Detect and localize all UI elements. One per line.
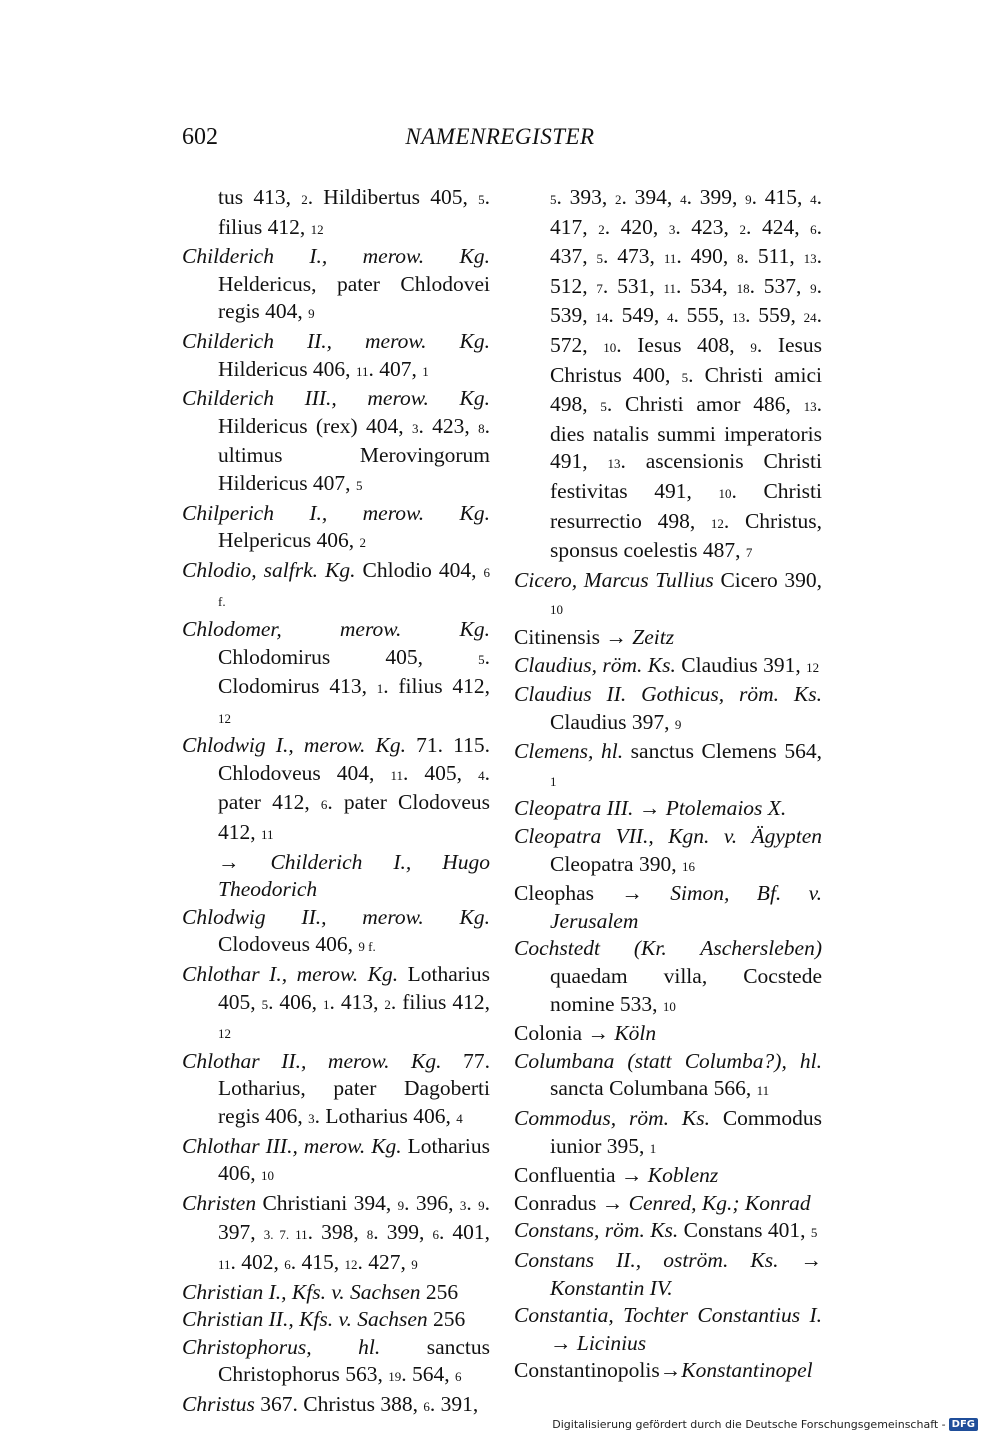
entry-text: . Christus, sponsus coelestis 487, — [550, 508, 822, 563]
entry-text: . 555, — [673, 303, 733, 328]
entry-text: Commodus iunior 395, — [550, 1106, 822, 1158]
entry-text: . 396, — [404, 1190, 460, 1215]
index-entry — [182, 1048, 490, 1133]
entry-text: . 394, — [621, 185, 681, 209]
entry-text: . 405, — [403, 760, 479, 785]
index-entry — [182, 1334, 490, 1391]
entry-text: . ascensionis Christi festivitas 491, — [550, 449, 822, 503]
entry-text: Lotharius 406, — [218, 1133, 491, 1186]
line-number: 3 — [459, 1197, 467, 1213]
entry-text: . 437, — [550, 214, 823, 269]
index-column-right — [514, 184, 822, 1385]
entry-text: Hildericus 406, — [218, 356, 356, 381]
entry-text: . 399, — [686, 185, 746, 209]
dfg-logo: DFG — [949, 1418, 978, 1431]
line-number: 3. 7. 11 — [263, 1227, 308, 1243]
entry-text: . filius 412, — [218, 185, 490, 239]
entry-heading: Cenred, Kg.; Konrad — [628, 1190, 811, 1215]
line-number: 7 — [745, 545, 753, 561]
entry-heading: Chilperich I., merow. Kg. — [182, 500, 490, 525]
entry-text: Lotharius 405, — [218, 962, 490, 1014]
entry-text: . — [466, 1190, 479, 1215]
entry-text: . 420, — [604, 214, 669, 239]
entry-heading: Claudius, röm. Ks. — [514, 652, 676, 677]
entry-text: . 397, — [218, 1190, 490, 1245]
index-entry — [182, 557, 490, 616]
see-arrow-icon: → — [550, 1330, 577, 1355]
entry-heading: Christian I., Kfs. v. Sachsen — [182, 1279, 421, 1304]
entry-heading: Cicero, Marcus Tullius — [514, 567, 714, 592]
entry-heading: Cleopatra VII., Kgn. v. Ägypten — [514, 824, 822, 849]
index-entry — [514, 624, 822, 652]
entry-heading: Childerich II., merow. Kg. — [182, 328, 490, 353]
index-entry — [182, 184, 490, 243]
entry-text: Constans 401, — [678, 1218, 811, 1243]
line-number: 8 — [366, 1227, 374, 1243]
entry-heading: Ptolemaios X. — [665, 796, 787, 821]
line-number: 13 — [803, 399, 817, 415]
entry-heading: Licinius — [576, 1330, 647, 1355]
entry-text: . pater Clodoveus 412, — [218, 790, 490, 845]
line-number: 9 — [308, 306, 315, 322]
line-number: 24 — [803, 310, 817, 326]
index-entry — [514, 795, 822, 823]
entry-heading: Cochstedt (Kr. Aschersleben) — [514, 936, 822, 961]
entry-text: Christiani 394, — [256, 1190, 398, 1215]
line-number: 9 — [810, 280, 817, 296]
entry-text: . 424, — [746, 214, 811, 239]
entry-text: Conradus — [514, 1190, 602, 1215]
entry-text: Claudius 397, — [550, 709, 675, 734]
see-arrow-icon: → — [587, 1021, 615, 1046]
see-arrow-icon: → — [620, 1163, 648, 1188]
entry-heading: Christus — [182, 1391, 255, 1416]
entry-text: . 549, — [608, 303, 667, 328]
entry-text: . filius 412, — [390, 989, 490, 1014]
entry-text: . Lotharius 406, — [314, 1104, 457, 1128]
entry-text: . 427, — [357, 1249, 412, 1274]
see-arrow-icon: → — [638, 796, 666, 821]
index-entry — [182, 385, 490, 499]
line-number: 18 — [736, 280, 750, 296]
line-number: 10 — [550, 602, 563, 618]
entry-text: . 415, — [290, 1249, 345, 1274]
see-arrow-icon: → — [621, 881, 671, 906]
index-entry — [514, 1048, 822, 1105]
entry-text: Citinensis — [514, 624, 606, 649]
entry-text: Cleophas — [514, 881, 622, 906]
entry-text: Confluentia — [514, 1163, 621, 1188]
index-entry — [514, 823, 822, 880]
line-number: 9 — [411, 1256, 418, 1272]
line-number: 10 — [662, 998, 676, 1014]
line-number: 12 — [310, 221, 324, 237]
entry-text: . 564, — [401, 1362, 455, 1387]
entry-text: sancta Columbana 566, — [550, 1076, 757, 1101]
index-entry — [182, 1190, 490, 1279]
entry-heading: Chlothar II., merow. Kg. — [182, 1048, 442, 1073]
line-number: 9 — [397, 1197, 405, 1213]
line-number: 1 — [649, 1140, 657, 1156]
line-number: 5 — [596, 251, 604, 267]
index-entry — [514, 681, 822, 738]
line-number: 4 — [478, 767, 485, 783]
entry-heading: Columbana (statt Columba?), hl. — [514, 1048, 822, 1073]
index-entry — [182, 849, 490, 904]
line-number: 5 — [478, 192, 485, 207]
index-entry — [182, 1133, 490, 1190]
line-number: 12 — [218, 1026, 231, 1042]
line-number: 9 — [745, 192, 752, 207]
entry-heading: Simon, Bf. v. Jerusalem — [550, 881, 822, 933]
line-number: 11 — [261, 827, 274, 843]
entry-heading: Chlodomer, merow. Kg. — [182, 616, 490, 641]
entry-text: tus 413, — [218, 185, 302, 209]
line-number: 5 — [478, 651, 485, 667]
entry-text: . 473, — [603, 244, 664, 269]
entry-text: . dies natalis summi imperatoris 491, — [550, 392, 823, 474]
entry-heading: Konstantinopel — [681, 1358, 813, 1383]
line-number: 19 — [388, 1369, 402, 1385]
entry-heading: Cleopatra III. — [514, 796, 639, 821]
see-arrow-icon: → — [800, 1247, 822, 1272]
index-entry — [182, 1391, 490, 1421]
entry-text: . 537, — [749, 273, 811, 298]
index-column-left — [182, 184, 490, 1421]
line-number: 12 — [806, 659, 820, 675]
running-title: NAMENREGISTER — [405, 124, 595, 149]
line-number: 2 — [359, 535, 367, 551]
line-number: 11 — [355, 363, 369, 379]
line-number: 9 — [674, 716, 682, 732]
index-entry — [182, 1279, 490, 1307]
index-entry — [514, 1247, 822, 1302]
entry-heading: Chlothar III., merow. Kg. — [182, 1133, 402, 1158]
entry-text: . 559, — [745, 303, 804, 328]
entry-heading: Childerich III., merow. Kg. — [182, 386, 490, 411]
entry-text: 256 — [420, 1279, 459, 1304]
line-number: 11 — [218, 1256, 231, 1272]
entry-heading: Childerich I., merow. Kg. — [182, 244, 490, 269]
entry-text: . 393, — [556, 185, 616, 209]
entry-text: Cleopatra 390, — [550, 851, 682, 876]
line-number: 5 — [681, 369, 689, 385]
line-number: 14 — [595, 310, 609, 326]
entry-text: . 423, — [418, 413, 479, 438]
line-number: 4 — [667, 310, 674, 326]
entry-heading: Christen — [182, 1190, 257, 1215]
entry-text: 71. 115. Chlodoveus 404, — [218, 733, 490, 785]
entry-text: Chlodomirus 405, — [218, 644, 479, 669]
line-number: 5 — [600, 399, 607, 415]
index-entry — [182, 961, 490, 1048]
line-number: 4 — [456, 1111, 463, 1126]
entry-text: Hildericus (rex) 404, — [218, 413, 412, 438]
entry-text: . 572, — [550, 303, 823, 357]
index-entry — [514, 1105, 822, 1162]
line-number: 11 — [663, 251, 677, 267]
entry-heading: Commodus, röm. Ks. — [514, 1106, 710, 1130]
entry-text: . Clodomirus 413, — [218, 644, 490, 699]
line-number: 6 — [423, 1398, 430, 1414]
entry-heading: Koblenz — [647, 1163, 719, 1188]
entry-text: . 534, — [676, 273, 737, 298]
entry-text: . 407, — [368, 356, 423, 381]
line-number: 9 f. — [358, 939, 376, 955]
line-number: 6 — [432, 1227, 439, 1243]
entry-text: Heldericus, pater Chlodovei regis 404, — [218, 271, 490, 324]
line-number: 1 — [550, 773, 557, 789]
line-number: 11 — [390, 767, 403, 783]
line-number: 5 — [810, 1225, 818, 1241]
entry-text: Constantinopolis — [514, 1358, 660, 1383]
line-number: 2 — [301, 192, 308, 207]
line-number: 12 — [710, 515, 724, 531]
index-entry — [514, 184, 822, 567]
line-number: 10 — [718, 485, 732, 501]
line-number: 2 — [615, 192, 622, 207]
entry-text: . 531, — [602, 273, 664, 298]
entry-text: . Iesus Christus 400, — [550, 332, 822, 387]
entry-text: . 415, — [751, 185, 811, 209]
line-number: 3 — [308, 1111, 315, 1126]
entry-heading: Clemens, hl. — [514, 739, 624, 764]
line-number: 11 — [663, 280, 676, 296]
line-number: 3 — [668, 221, 676, 237]
entry-heading: Christian II., Kfs. v. Sachsen — [182, 1307, 428, 1332]
entry-heading: Chlodwig I., merow. Kg. — [182, 733, 406, 758]
entry-text: . 423, — [675, 214, 740, 239]
entry-heading: Claudius II. Gothicus, röm. Ks. — [514, 682, 822, 707]
index-entry — [514, 1357, 822, 1385]
entry-heading: Christophorus, hl. — [182, 1334, 381, 1359]
index-entry — [182, 616, 490, 732]
line-number: 12 — [344, 1256, 358, 1272]
line-number: 9 — [750, 339, 757, 355]
line-number: 6 f. — [218, 564, 490, 610]
entry-text: . 539, — [550, 273, 822, 328]
line-number: 12 — [218, 710, 231, 726]
entry-text: . 402, — [230, 1249, 285, 1274]
entry-text: . Christi amici 498, — [550, 362, 823, 417]
entry-text: Chlodio 404, — [355, 557, 484, 582]
entry-text: . 413, — [329, 989, 385, 1014]
line-number: 13 — [732, 310, 746, 326]
line-number: 5 — [550, 192, 557, 207]
line-number: 1 — [422, 363, 429, 379]
line-number: 4 — [810, 192, 817, 207]
index-entry — [182, 904, 490, 961]
entry-text: Colonia — [514, 1021, 588, 1046]
line-number: 6 — [320, 797, 328, 813]
line-number: 3 — [411, 420, 419, 436]
index-entry — [514, 935, 822, 1020]
index-entry — [514, 1190, 822, 1218]
see-arrow-icon: → — [659, 1358, 682, 1383]
line-number: 16 — [681, 858, 695, 874]
line-number: 2 — [384, 996, 391, 1012]
line-number: 11 — [756, 1083, 770, 1099]
line-number: 13 — [803, 251, 817, 267]
entry-text: 77. Lotharius, pater Dagoberti regis 406, — [218, 1048, 490, 1128]
line-number: 9 — [478, 1197, 485, 1213]
entry-text: quaedam villa, Cocstede nomine 533, — [550, 964, 822, 1016]
line-number: 8 — [737, 251, 744, 267]
index-entry — [182, 328, 490, 385]
entry-heading: Constantia, Tochter Constantius I. — [514, 1303, 822, 1328]
line-number: 6 — [810, 221, 817, 237]
entry-text: . 398, — [307, 1220, 367, 1245]
index-entry — [182, 732, 490, 848]
line-number: 1 — [322, 996, 330, 1012]
line-number: 1 — [376, 681, 384, 697]
page-number: 602 — [182, 124, 218, 150]
entry-text: Clodoveus 406, — [218, 932, 359, 957]
index-entry — [182, 500, 490, 557]
entry-text: . Christi amor 486, — [606, 392, 804, 417]
entry-heading: Constans II., oström. Ks. — [514, 1247, 801, 1272]
entry-text: . 399, — [373, 1220, 433, 1245]
index-entry — [182, 1306, 490, 1334]
entry-text: sanctus Clemens 564, — [623, 739, 822, 764]
entry-text: . Iesus 408, — [616, 332, 751, 357]
entry-text: . pater 412, — [218, 760, 490, 815]
entry-text: 367. Christus 388, — [254, 1391, 424, 1416]
see-arrow-icon: → — [605, 624, 633, 649]
entry-text: . 511, — [743, 244, 804, 269]
entry-text: 256 — [427, 1307, 466, 1332]
entry-text: . 391, — [429, 1391, 479, 1416]
entry-heading: Chlothar I., merow. Kg. — [182, 962, 399, 987]
entry-text: Cicero 390, — [713, 567, 823, 592]
entry-heading: Childerich I., Hugo Theodorich — [218, 849, 490, 902]
entry-text: Helpericus 406, — [218, 528, 360, 553]
line-number: 4 — [680, 192, 687, 207]
line-number: 6 — [284, 1256, 291, 1272]
entry-text: . 512, — [550, 244, 823, 298]
index-entry — [514, 738, 822, 795]
entry-text: . 417, — [550, 185, 822, 239]
entry-text: . ultimus Merovingorum Hildericus 407, — [218, 413, 490, 495]
entry-text: Claudius 391, — [675, 652, 807, 677]
entry-heading: Chlodwig II., merow. Kg. — [182, 904, 490, 929]
entry-text: . 490, — [676, 244, 738, 269]
footer — [552, 1418, 978, 1431]
entry-text: . filius 412, — [383, 674, 490, 699]
line-number: 10 — [261, 1168, 274, 1184]
line-number: 5 — [261, 996, 269, 1012]
line-number: 2 — [739, 221, 747, 237]
index-entry — [514, 1302, 822, 1357]
entry-text: . 406, — [268, 989, 323, 1014]
index-entry — [514, 652, 822, 682]
line-number: 6 — [454, 1369, 462, 1385]
footer-text: Digitalisierung gefördert durch die Deutsche Forschungsgemeinschaft - — [552, 1418, 946, 1431]
index-entry — [182, 243, 490, 328]
entry-heading: Chlodio, salfrk. Kg. — [182, 557, 356, 582]
line-number: 13 — [607, 456, 621, 472]
line-number: 7 — [596, 280, 603, 296]
entry-text: sanctus Christophorus 563, — [218, 1334, 490, 1387]
entry-heading: Zeitz — [632, 624, 675, 649]
line-number: 5 — [355, 477, 363, 493]
line-number: 8 — [478, 420, 485, 436]
line-number: 2 — [598, 221, 605, 237]
entry-text: . 401, — [438, 1220, 491, 1245]
entry-heading: Köln — [614, 1021, 657, 1046]
entry-heading: Konstantin IV. — [550, 1275, 673, 1300]
index-entry — [514, 567, 822, 624]
index-entry — [514, 1162, 822, 1190]
entry-heading: Constans, röm. Ks. — [514, 1218, 679, 1243]
index-entry — [514, 1217, 822, 1247]
index-entry — [514, 880, 822, 935]
index-entry — [514, 1020, 822, 1048]
see-arrow-icon: → — [218, 849, 271, 874]
see-arrow-icon: → — [601, 1190, 629, 1215]
line-number: 10 — [603, 339, 617, 355]
entry-text: . Hildibertus 405, — [307, 185, 479, 209]
entry-text: . Christi resurrectio 498, — [550, 478, 822, 533]
